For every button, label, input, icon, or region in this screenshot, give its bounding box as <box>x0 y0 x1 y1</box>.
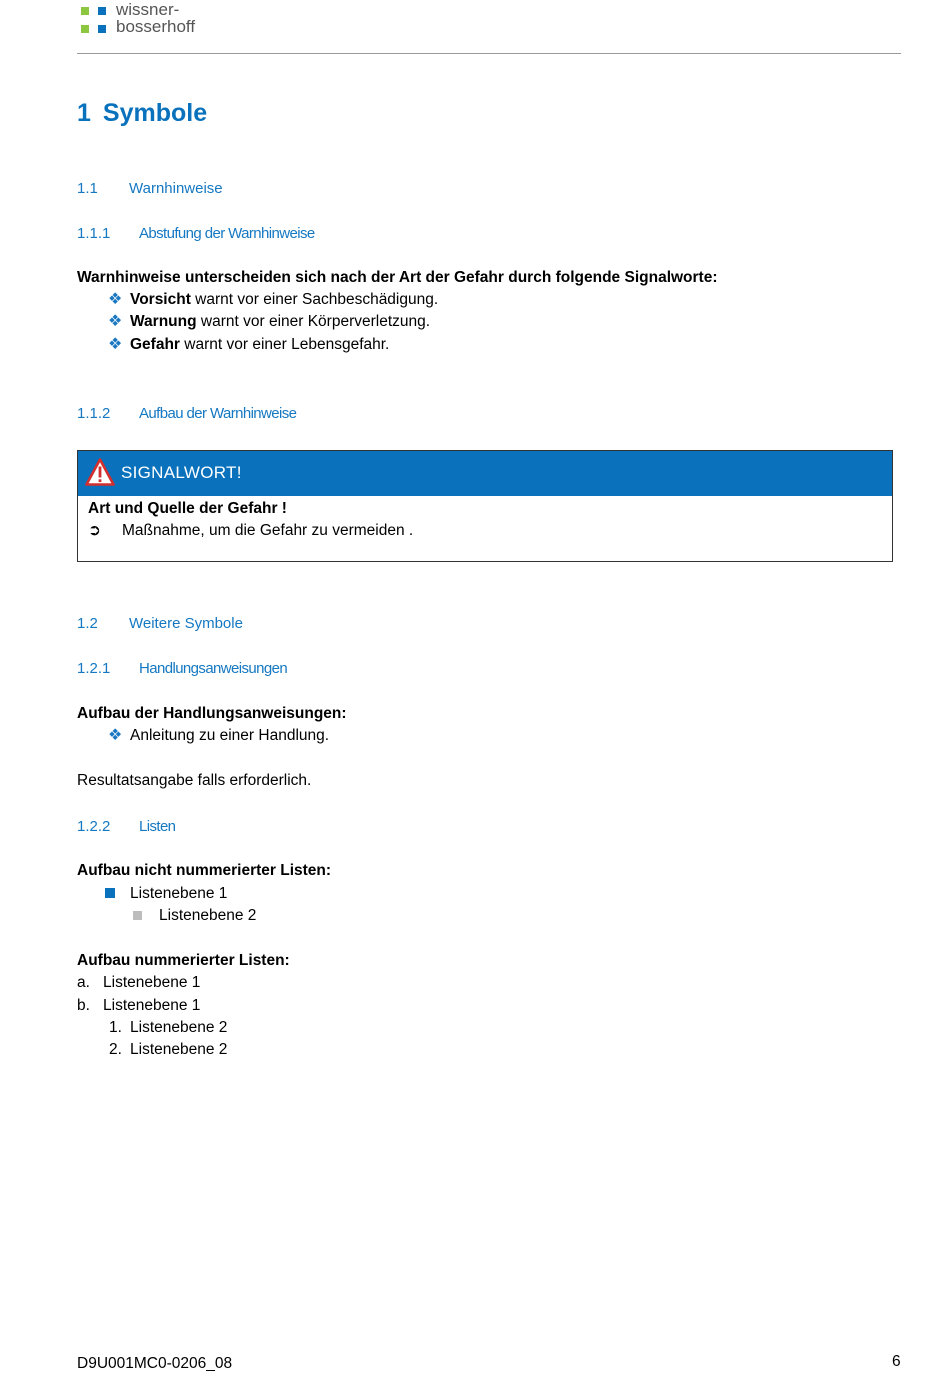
heading-section-1 <box>77 96 207 130</box>
warning-box <box>77 450 893 562</box>
logo-square-blue-bottom <box>98 25 106 33</box>
heading-title: Abstufung der Warnhinweise <box>139 225 315 242</box>
heading-title: Aufbau der Warnhinweise <box>139 405 297 422</box>
list-marker: a. <box>77 974 90 991</box>
paragraph-instructions-intro: Aufbau der Handlungsanweisungen: <box>77 705 347 722</box>
warning-triangle-icon <box>85 458 115 486</box>
heading-title: Handlungsanweisungen <box>139 660 288 677</box>
list-marker: 2. <box>109 1041 122 1058</box>
diamond-bullet-icon: ❖ <box>108 336 123 353</box>
paragraph-unnumbered-intro: Aufbau nicht nummerierter Listen: <box>77 862 332 879</box>
heading-section-1-1-1 <box>77 224 315 244</box>
footer-document-id: D9U001MC0-0206_08 <box>77 1355 233 1372</box>
footer-page-number: 6 <box>892 1353 901 1370</box>
heading-section-1-2-2 <box>77 817 175 837</box>
list-item-warnung <box>108 311 430 333</box>
numbered-list-item <box>109 1039 227 1061</box>
heading-section-1-1-2 <box>77 404 296 424</box>
header-divider <box>77 53 901 54</box>
heading-section-1-2-1 <box>77 659 287 679</box>
heading-number: 1 <box>77 99 91 127</box>
hazard-source: Art und Quelle der Gefahr ! <box>88 500 287 517</box>
measure-text: Maßnahme, um die Gefahr zu vermeiden . <box>122 522 414 539</box>
paragraph-result: Resultatsangabe falls erforderlich. <box>77 772 312 789</box>
heading-section-1-2 <box>77 614 243 634</box>
numbered-list-item <box>77 972 200 994</box>
heading-title: Symbole <box>102 99 208 127</box>
logo-square-green-bottom <box>81 25 89 33</box>
list-item-vorsicht <box>108 289 438 311</box>
logo-square-blue-top <box>98 7 106 15</box>
instruction-text: Anleitung zu einer Handlung. <box>130 727 330 744</box>
signal-term: Warnung <box>130 313 197 330</box>
square-bullet-icon <box>133 911 142 920</box>
heading-number: 1.1 <box>77 180 98 197</box>
heading-number: 1.2.1 <box>77 660 111 677</box>
heading-title: Listen <box>139 818 176 835</box>
signal-term: Gefahr <box>130 336 180 353</box>
list-text: Listenebene 1 <box>103 974 201 991</box>
heading-title: Weitere Symbole <box>129 615 243 632</box>
list-item-level-2: Listenebene 2 <box>159 907 257 924</box>
logo-text-line1: wissner- <box>116 0 180 19</box>
list-item-instruction <box>108 725 329 747</box>
paragraph-numbered-intro: Aufbau nummerierter Listen: <box>77 952 290 969</box>
signal-description: warnt vor einer Sachbeschädigung. <box>190 291 439 308</box>
list-text: Listenebene 1 <box>103 997 201 1014</box>
logo-square-green-top <box>81 7 89 15</box>
signal-description: warnt vor einer Körperverletzung. <box>196 313 431 330</box>
warning-box-header <box>78 451 892 496</box>
signal-description: warnt vor einer Lebensgefahr. <box>179 336 390 353</box>
list-text: Listenebene 2 <box>130 1019 228 1036</box>
hazard-measure <box>88 520 413 542</box>
signal-term: Vorsicht <box>130 291 191 308</box>
list-marker: 1. <box>109 1019 122 1036</box>
diamond-bullet-icon: ❖ <box>108 313 123 330</box>
list-marker: b. <box>77 997 90 1014</box>
heading-number: 1.2.2 <box>77 818 111 835</box>
heading-number: 1.1.2 <box>77 405 111 422</box>
diamond-bullet-icon: ❖ <box>108 291 123 308</box>
list-text: Listenebene 2 <box>130 1041 228 1058</box>
square-bullet-icon <box>105 888 115 898</box>
heading-number: 1.1.1 <box>77 225 111 242</box>
heading-section-1-1 <box>77 179 223 199</box>
numbered-list-item <box>109 1017 227 1039</box>
heading-title: Warnhinweise <box>129 180 223 197</box>
list-item-gefahr <box>108 334 389 356</box>
heading-number: 1.2 <box>77 615 98 632</box>
diamond-bullet-icon: ❖ <box>108 727 123 744</box>
paragraph-signal-words-intro: Warnhinweise unterscheiden sich nach der Art der Gefahr durch folgende Signalworte: <box>77 269 718 286</box>
list-item-level-1: Listenebene 1 <box>130 885 228 902</box>
arrow-bullet-icon: ➲ <box>88 522 101 539</box>
numbered-list-item <box>77 995 200 1017</box>
signal-word: SIGNALWORT! <box>121 463 242 482</box>
logo-text-line2: bosserhoff <box>116 17 196 36</box>
